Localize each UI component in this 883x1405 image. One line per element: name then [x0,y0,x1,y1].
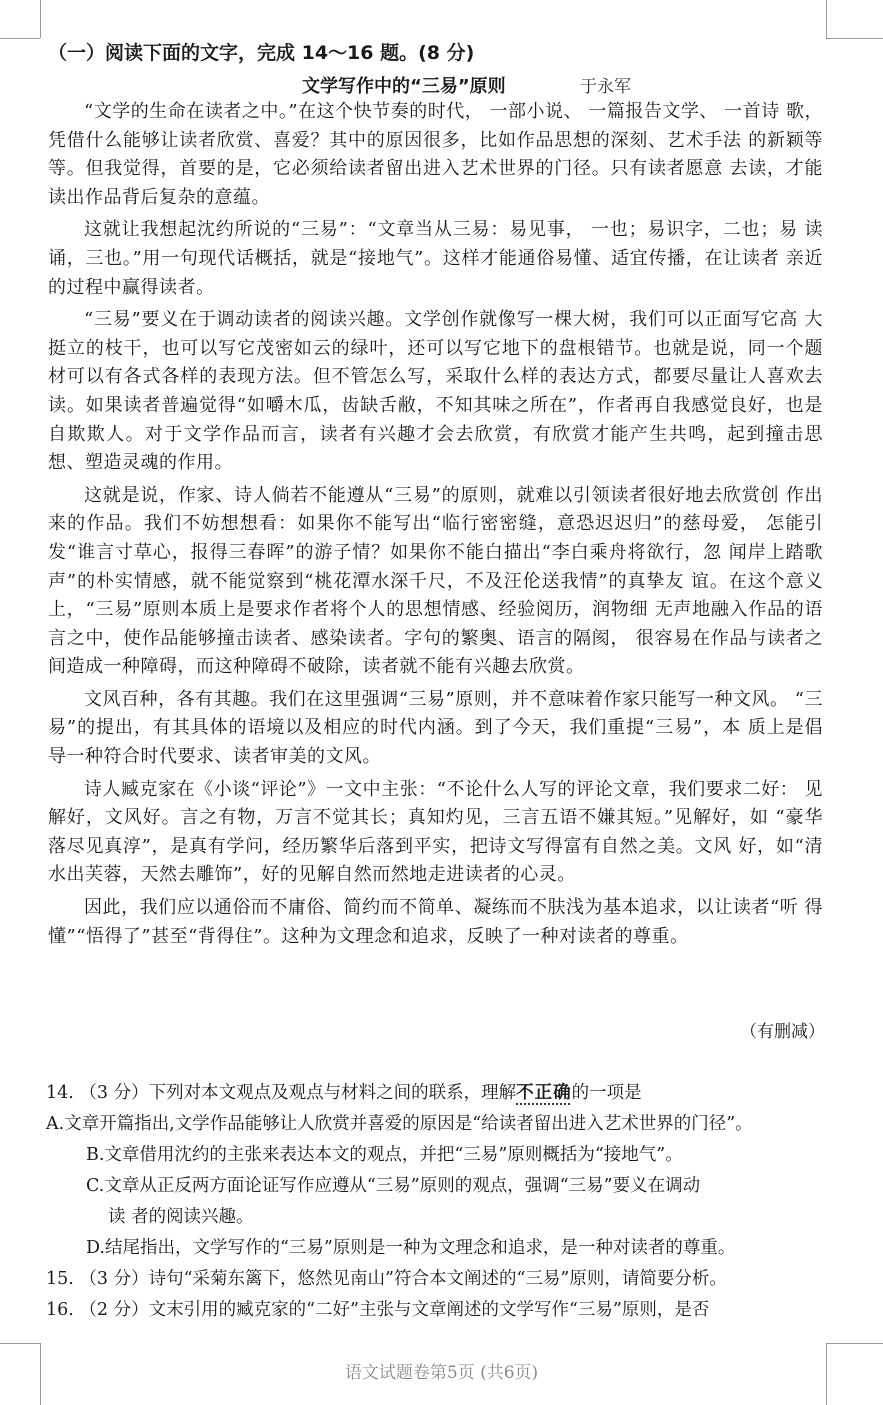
question-14 [46,1078,846,1109]
option-c-continuation: 读 者的阅读兴趣。 [108,1207,254,1227]
option-a: A.文章开篇指出,文学作品能够让人欣赏并喜爱的原因是“给读者留出进入艺术世界的门径”。 [46,1114,753,1134]
article-author: 于永军 [580,77,631,97]
questions-section [46,1078,846,1326]
option-d: D.结尾指出，文学写作的“三易”原则是一种为文理念和追求，是一种对读者的尊重。 [86,1238,736,1258]
article-paragraph: 这就让我想起沈约所说的“三易”：“文章当从三易：易见事， 一也；易识字，二也；易 读诵，三也。”用一句现代话概括，就是“接地气”。这样才能通俗易懂、适宜传播，在让读者 亲近的过程中赢得读者。 [48,219,823,298]
page-footer: 语文试题卷第5页 (共6页) [344,1363,539,1383]
crop-mark-top-left [40,0,41,38]
crop-mark-top-right [826,38,883,39]
article-paragraph: 这就是说，作家、诗人倘若不能遵从“三易”的原则，就难以引领读者很好地去欣赏创 作出来的作品。我们不妨想想看：如果你不能写出“临行密密缝，意恐迟迟归”的慈母爱， 怎能引发“谁言寸草心，报得三春晖”的游子情？如果你不能白描出“李白乘舟将欲行，忽 闻岸上踏歌声”的朴实情感，就不能觉察到“桃花潭水深千尺，不及汪伦送我情”的真挚友 谊。在这个意义上，“三易”原则本质上是要求作者将个人的思想情感、经验阅历，润物细 无声地融入作品的语言之中，使作品能够撞击读者、感染读者。字句的繁奥、语言的隔阂， 很容易在作品与读者之间造成一种障碍，而这种障碍不破除，读者就不能有兴趣去欣赏。 [48,484,823,678]
question-16: 16. （2 分）文末引用的臧克家的“二好”主张与文章阐述的文学写作“三易”原则，是否 [46,1300,710,1320]
crop-mark-bottom-left [0,1343,40,1344]
question-14-stem: 14. （3 分）下列对本文观点及观点与材料之间的联系，理解 [46,1083,517,1103]
question-15: 15. （3 分）诗句“采菊东篱下，悠然见南山”符合本文阐述的“三易”原则，请简要分析。 [46,1269,727,1289]
crop-mark-bottom-right [826,1343,883,1344]
option-b: B.文章借用沈约的主张来表达本文的观点，并把“三易”原则概括为“接地气”。 [86,1145,683,1165]
article-paragraph: 因此，我们应以通俗而不庸俗、简约而不简单、凝练而不肤浅为基本追求，以让读者“听 得懂”“悟得了”甚至“背得住”。这种为文理念和追求，反映了一种对读者的尊重。 [48,897,823,947]
article-paragraph: “三易”要义在于调动读者的阅读兴趣。文学创作就像写一棵大树，我们可以正面写它高 大挺立的枝干，也可以写它茂密如云的绿叶，还可以写它地下的盘根错节。也就是说，同一个题材可以有各式各样的表现方法。但不管怎么写，采取什么样的表达方式，都要尽量让人喜欢去读。如果读者普遍觉得“如嚼木瓜，齿缺舌敝，不知其味之所在”，作者再自我感觉良好，也是自欺欺人。对于文学作品而言，读者有兴趣才会去欣赏，有欣赏才能产生共鸣，起到撞击思想、塑造灵魂的作用。 [48,309,823,474]
option-c: C.文章从正反两方面论证写作应遵从“三易”原则的观点，强调“三易”要义在调动 [86,1176,701,1196]
crop-mark-top-left [0,38,40,39]
question-14-emphasis: 不正确 [516,1083,572,1103]
question-14-stem-end: 的一项是 [571,1083,642,1103]
abridged-note: （有删减） [740,1022,825,1042]
article-body [48,98,823,955]
article-paragraph: 文风百种，各有其趣。我们在这里强调“三易”原则，并不意味着作家只能写一种文风。 “三易”的提出，有其具体的语境以及相应的时代内涵。到了今天，我们重提“三易”，本 质上是倡导一种符合时代要求、读者审美的文风。 [48,688,823,768]
article-paragraph: “文学的生命在读者之中。”在这个快节奏的时代， 一部小说、 一篇报告文学、 一首诗 歌，凭借什么能够让读者欣赏、喜爱？其中的原因很多，比如作品思想的深刻、艺术手法 的新颖等等。但我觉得，首要的是，它必须给读者留出进入艺术世界的门径。只有读者愿意 去读，才能读出作品背后复杂的意蕴。 [48,101,823,208]
article-paragraph: 诗人臧克家在《小谈“评论”》一文中主张：“不论什么人写的评论文章，我们要求二好： 见解好，文风好。言之有物，万言不觉其长；真知灼见，三言五语不嫌其短。”见解好，如 “豪华落尽见真淳”，是真有学问，经历繁华后落到平实，把诗文写得富有自然之美。文风 好，如“清水出芙蓉，天然去雕饰”，好的见解自然而然地走进读者的心灵。 [48,778,823,886]
section-heading: （一）阅读下面的文字，完成 14～16 题。(8 分) [48,42,475,64]
crop-mark-top-right [826,0,827,38]
article-title: 文学写作中的“三易”原则 [302,76,506,97]
